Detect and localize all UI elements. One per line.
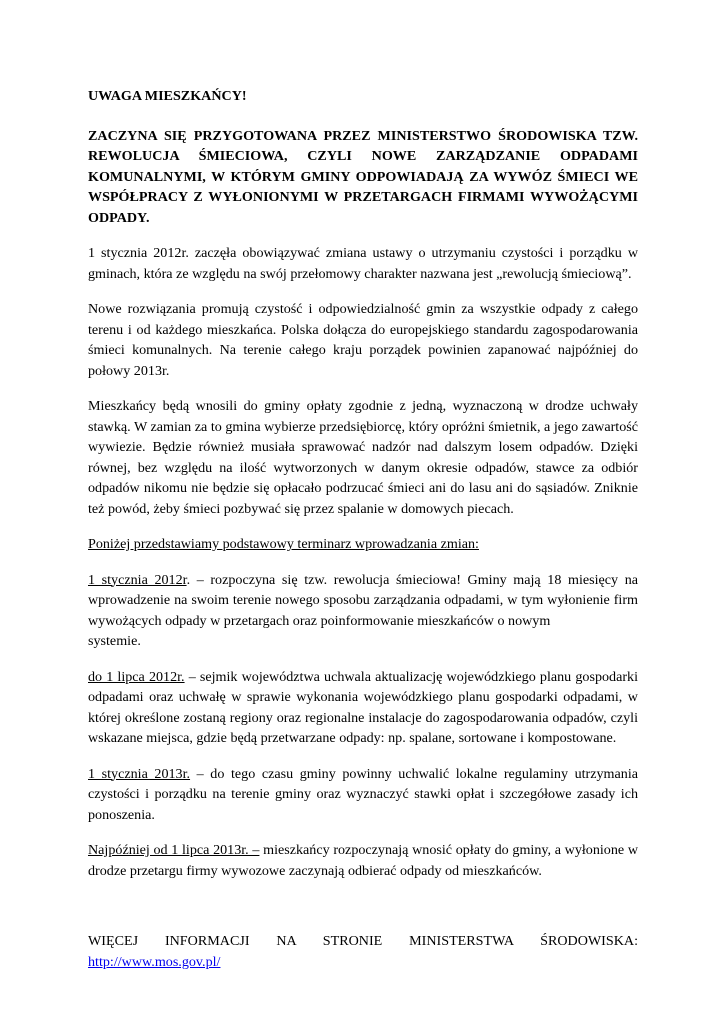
- schedule-item: [88, 667, 638, 749]
- intro-paragraph: Nowe rozwiązania promują czystość i odpowiedzialność gmin za wszystkie odpady z całego terenu i od każdego mieszkańca. Polska dołącza do europejskiego standardu zagospodarowania śmieci komunalnych. Na terenie całego kraju porządek powinien zapanować najpóźniej do połowy 2013r.: [88, 301, 638, 379]
- intro-paragraph: Mieszkańcy będą wnosili do gminy opłaty zgodnie z jedną, wyznaczoną w drodze uchwały stawką. W zamian za to gmina wybierze przedsiębiorcę, który opróżni śmietnik, a jego zawartość wywiezie. Będzie również musiała sprawować nadzór nad dalszym losem odpadów. Dzięki równej, bez względu na ilość wytworzonych w danym okresie odpadów, stawce za odbiór odpadów nikomu nie będzie się opłacało podrzucać śmieci ani do lasu ani do sąsiadów. Zniknie też powód, żeby śmieci pozbywać się przez spalanie w domowych piecach.: [88, 398, 638, 517]
- page-title: UWAGA MIESZKAŃCY!: [88, 88, 247, 104]
- schedule-item: [88, 570, 638, 652]
- schedule-date: do 1 lipca 2012r.: [88, 668, 185, 685]
- schedule-date: Najpóźniej od 1 lipca 2013r. –: [88, 842, 260, 858]
- intro-paragraph: 1 stycznia 2012r. zaczęła obowiązywać zmiana ustawy o utrzymaniu czystości i porządku w gminach, która ze względu na swój przełomowy charakter nazwana jest „rewolucją śmieciową”.: [88, 245, 638, 282]
- schedule-item: [88, 764, 638, 826]
- schedule-date: 1 stycznia 2013r.: [88, 765, 191, 782]
- footer-text: WIĘCEJ INFORMACJI NA STRONIE MINISTERSTWA ŚRODOWISKA:: [88, 933, 638, 949]
- schedule-date: 1 stycznia 2012r: [88, 571, 187, 588]
- schedule-text-tail: systemie.: [88, 633, 141, 649]
- ministry-link[interactable]: http://www.mos.gov.pl/: [88, 953, 221, 970]
- schedule-text: mieszkańcy rozpoczynają wnosić opłaty do gminy, a wyłonione w drodze przetargu firmy wywozowe zaczynają odbierać odpady od mieszkańców.: [88, 842, 638, 879]
- schedule-heading: Poniżej przedstawiamy podstawowy terminarz wprowadzania zmian:: [88, 536, 479, 552]
- headline: ZACZYNA SIĘ PRZYGOTOWANA PRZEZ MINISTERSTWO ŚRODOWISKA TZW. REWOLUCJA ŚMIECIOWA, CZYLI NOWE ZARZĄDZANIE ODPADAMI KOMUNALNYMI, W KTÓRYM GMINY ODPOWIADAJĄ ZA WYWÓZ ŚMIECI WE WSPÓŁPRACY Z WYŁONIONYMI W PRZETARGACH FIRMAMI WYWOŻĄCYMI ODPADY.: [88, 127, 638, 226]
- schedule-text: . – rozpoczyna się tzw. rewolucja śmieciowa! Gminy mają 18 miesięcy na wprowadzenie na swoim terenie nowego sposobu zarządzania odpadami, w tym wyłonienie firm wywożących odpady w przetargach oraz poinformowanie mieszkańców o nowym: [88, 571, 638, 629]
- schedule-text: – do tego czasu gminy powinny uchwalić lokalne regulaminy utrzymania czystości i porządku na terenie gminy oraz wyznaczyć stawki opłat i szczegółowe zasady ich ponoszenia.: [88, 765, 638, 823]
- schedule-item: [88, 840, 638, 881]
- schedule-text: – sejmik województwa uchwala aktualizację wojewódzkiego planu gospodarki odpadami oraz uchwałę w sprawie wykonania wojewódzkiego planu gospodarki odpadami, w której określone zostaną regiony oraz regionalne instalacje do zagospodarowania odpadów, czyli wskazane miejsca, gdzie będą przetwarzane odpady: np. spalane, sortowane i kompostowane.: [88, 668, 638, 746]
